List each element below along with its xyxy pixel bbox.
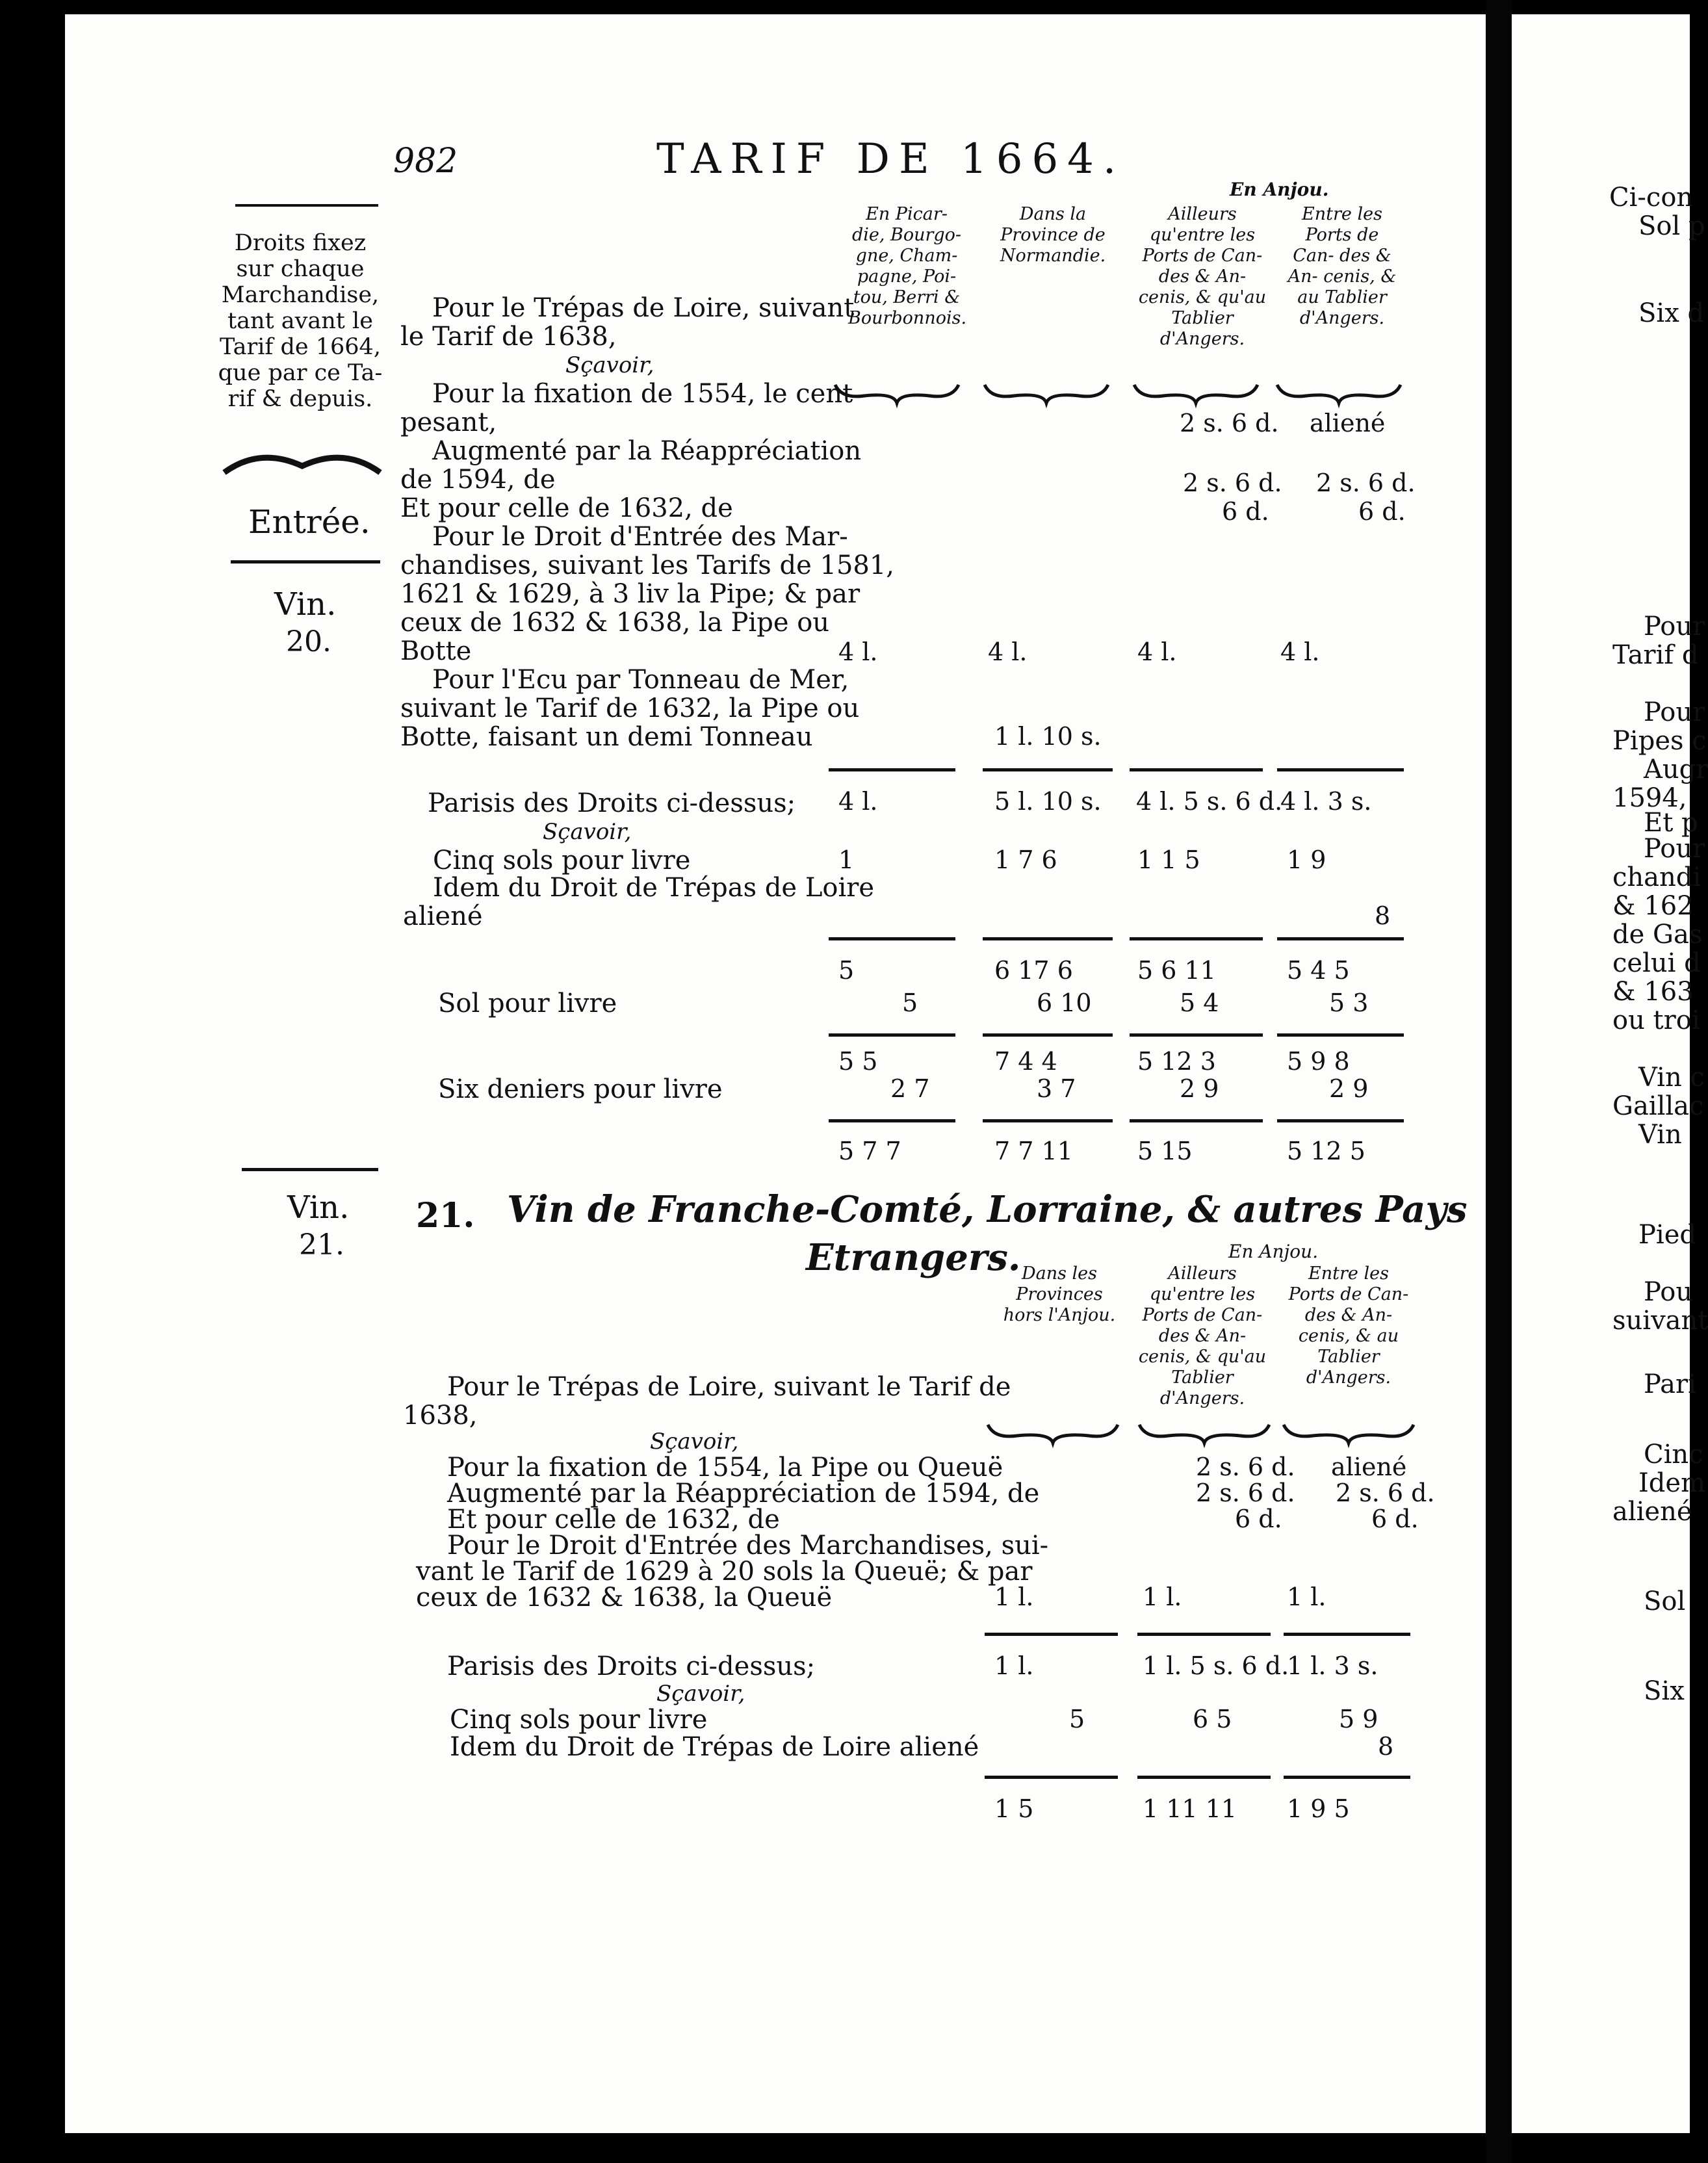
margin-vin21-num: 21. bbox=[299, 1228, 344, 1262]
s21-rule-2c bbox=[1284, 1776, 1410, 1779]
s21-cinq-c3: 5 9 bbox=[1339, 1705, 1378, 1733]
s20-rule-3d bbox=[1277, 1033, 1404, 1037]
s20-six-c4: 2 9 bbox=[1329, 1074, 1369, 1103]
s21-aug-c2: 2 s. 6 d. bbox=[1196, 1479, 1295, 1507]
s20-entree-c4: 4 l. bbox=[1280, 638, 1320, 666]
s20-rule-1a bbox=[829, 768, 955, 771]
s21-line-7: vant le Tarif de 1629 à 20 sols la Queuë; & par bbox=[416, 1557, 1033, 1587]
s20-line-0: Pour le Trépas de Loire, suivant bbox=[432, 293, 855, 323]
margin-vin21: Vin. bbox=[287, 1189, 350, 1226]
s20-line-20: aliené bbox=[403, 901, 483, 931]
s20-brace-3 bbox=[1131, 380, 1261, 406]
s21-entree-c3: 1 l. bbox=[1287, 1583, 1326, 1611]
s20-idem-c4: 8 bbox=[1375, 901, 1391, 930]
s21-line-2: Sçavoir, bbox=[650, 1429, 739, 1455]
s20-sol-c4: 5 3 bbox=[1329, 989, 1369, 1017]
s21-line-5: Et pour celle de 1632, de bbox=[447, 1505, 780, 1535]
s20-line-13: Pour l'Ecu par Tonneau de Mer, bbox=[432, 665, 849, 695]
s20-six-c2: 3 7 bbox=[1037, 1074, 1076, 1103]
s20-line-22: Six deniers pour livre bbox=[438, 1074, 723, 1104]
book-gutter bbox=[1486, 0, 1512, 2163]
s21-rule-1a bbox=[985, 1633, 1118, 1636]
s20-sub2-c3: 5 12 3 bbox=[1137, 1047, 1216, 1076]
np-line: Sol p bbox=[1638, 211, 1705, 241]
s20-c1632-c4: 6 d. bbox=[1358, 497, 1406, 526]
s20-brace-4 bbox=[1274, 380, 1404, 406]
s21-line-12: Idem du Droit de Trépas de Loire aliené bbox=[450, 1732, 979, 1762]
np-line: Six bbox=[1644, 1676, 1685, 1706]
s20-line-18: Cinq sols pour livre bbox=[433, 846, 691, 875]
s20-fix-c3: 2 s. 6 d. bbox=[1180, 409, 1279, 437]
np-line: Idem bbox=[1638, 1468, 1706, 1498]
s21-cinq-c1: 5 bbox=[1069, 1705, 1085, 1733]
s20-cinq-c4: 1 9 bbox=[1287, 846, 1326, 874]
s20-rule-1c bbox=[1130, 768, 1263, 771]
s21-rule-1c bbox=[1284, 1633, 1410, 1636]
np-line: chandi bbox=[1612, 862, 1702, 892]
np-line: Cinc bbox=[1644, 1440, 1703, 1470]
s21-line-9: Parisis des Droits ci-dessus; bbox=[447, 1651, 816, 1681]
np-line: Tarif d bbox=[1612, 640, 1699, 670]
s21-total-c2: 1 11 11 bbox=[1143, 1794, 1237, 1823]
s21-c1632-c3: 6 d. bbox=[1371, 1505, 1419, 1533]
s20-line-1: le Tarif de 1638, bbox=[400, 322, 617, 352]
s20-rule-2b bbox=[983, 937, 1113, 940]
s20-sol-c2: 6 10 bbox=[1037, 989, 1092, 1017]
np-line: Pour bbox=[1644, 697, 1705, 727]
np-line: Augr bbox=[1644, 755, 1708, 784]
s21-entree-c2: 1 l. bbox=[1143, 1583, 1182, 1611]
s20-aug-c3: 2 s. 6 d. bbox=[1183, 469, 1282, 497]
s20-total-c1: 5 7 7 bbox=[838, 1137, 901, 1165]
s20-entree-c1: 4 l. bbox=[838, 638, 878, 666]
s20-aug-c4: 2 s. 6 d. bbox=[1316, 469, 1416, 497]
np-line: & 163 bbox=[1612, 977, 1694, 1007]
s20-line-12: Botte bbox=[400, 636, 472, 666]
s20-rule-2d bbox=[1277, 937, 1404, 940]
s20-rule-1d bbox=[1277, 768, 1404, 771]
s20-total-c2: 7 7 11 bbox=[994, 1137, 1073, 1165]
s21-title-line1: Vin de Franche-Comté, Lorraine, & autres Pays bbox=[507, 1188, 1468, 1231]
s20-line-9: chandises, suivant les Tarifs de 1581, bbox=[400, 550, 894, 580]
page-number: 982 bbox=[393, 142, 458, 181]
s21-total-c1: 1 5 bbox=[994, 1794, 1034, 1823]
s20-fix-c4: aliené bbox=[1310, 409, 1386, 437]
s20-line-4: pesant, bbox=[400, 408, 497, 437]
s20-line-2: Sçavoir, bbox=[565, 352, 654, 378]
s20-sub1-c2: 6 17 6 bbox=[994, 956, 1073, 985]
s21-brace-3 bbox=[1280, 1419, 1417, 1445]
s20-entree-c3: 4 l. bbox=[1137, 638, 1177, 666]
s20-line-10: 1621 & 1629, à 3 liv la Pipe; & par bbox=[400, 579, 860, 609]
np-line: Vin bbox=[1638, 1120, 1682, 1150]
np-line: Pied bbox=[1638, 1220, 1696, 1250]
np-line: aliené bbox=[1612, 1497, 1692, 1527]
s21-brace-1 bbox=[985, 1419, 1121, 1445]
margin-vin20-num: 20. bbox=[286, 625, 331, 658]
s21-total-c3: 1 9 5 bbox=[1287, 1794, 1350, 1823]
s21-entree-c1: 1 l. bbox=[994, 1583, 1034, 1611]
s21-line-10: Sçavoir, bbox=[656, 1681, 745, 1707]
s20-total-c3: 5 15 bbox=[1137, 1137, 1193, 1165]
s21-title-num: 21. bbox=[416, 1196, 475, 1236]
s20-rule-2a bbox=[829, 937, 955, 940]
s20-en-anjou: En Anjou. bbox=[1230, 179, 1329, 200]
np-line: 1594, bbox=[1612, 783, 1687, 813]
np-line: Six d bbox=[1638, 298, 1705, 328]
np-line: de Gas bbox=[1612, 920, 1703, 950]
np-line: Vin c bbox=[1638, 1063, 1705, 1093]
np-line: Et p bbox=[1644, 808, 1698, 838]
s20-sub1-c4: 5 4 5 bbox=[1287, 956, 1350, 985]
s20-line-6: de 1594, de bbox=[400, 465, 556, 495]
margin-rule-top bbox=[235, 204, 378, 207]
s20-sol-c3: 5 4 bbox=[1180, 989, 1219, 1017]
s21-title-line2: Etrangers. bbox=[806, 1236, 1021, 1279]
s20-line-15: Botte, faisant un demi Tonneau bbox=[400, 722, 813, 752]
s20-total-c4: 5 12 5 bbox=[1287, 1137, 1365, 1165]
margin-rule-vin21 bbox=[242, 1168, 378, 1171]
s21-line-8: ceux de 1632 & 1638, la Queuë bbox=[416, 1583, 833, 1613]
s21-rule-1b bbox=[1137, 1633, 1271, 1636]
np-line: Sol bbox=[1644, 1587, 1686, 1616]
s20-cinq-c1: 1 bbox=[838, 846, 855, 874]
np-line: Ci-con bbox=[1609, 183, 1694, 213]
s20-rule-1b bbox=[983, 768, 1113, 771]
s21-fix-c3: aliené bbox=[1331, 1453, 1407, 1481]
s20-six-c1: 2 7 bbox=[890, 1074, 930, 1103]
s20-line-14: suivant le Tarif de 1632, la Pipe ou bbox=[400, 693, 860, 723]
s20-line-11: ceux de 1632 & 1638, la Pipe ou bbox=[400, 608, 830, 638]
page-title: TARIF DE 1664. bbox=[656, 135, 1126, 183]
s20-brace-2 bbox=[981, 380, 1111, 406]
s21-line-6: Pour le Droit d'Entrée des Marchandises, sui- bbox=[447, 1531, 1049, 1561]
s20-rule-3c bbox=[1130, 1033, 1263, 1037]
s20-line-19: Idem du Droit de Trépas de Loire bbox=[433, 873, 875, 903]
s21-en-anjou: En Anjou. bbox=[1228, 1241, 1319, 1262]
s21-line-11: Cinq sols pour livre bbox=[450, 1705, 708, 1735]
np-line: Pour bbox=[1644, 612, 1705, 641]
margin-rule-entree bbox=[231, 560, 380, 563]
s21-colhead-2: Ailleurs qu'entre les Ports de Can- des & An- cenis, & qu'au Tablier d'Angers. bbox=[1138, 1263, 1267, 1408]
np-line: Pou bbox=[1644, 1277, 1693, 1307]
s21-fix-c2: 2 s. 6 d. bbox=[1196, 1453, 1295, 1481]
s20-sub2-c1: 5 5 bbox=[838, 1047, 878, 1076]
s20-sub2-c2: 7 4 4 bbox=[994, 1047, 1057, 1076]
margin-vin20: Vin. bbox=[274, 586, 337, 623]
s20-colhead-4: Entre les Ports de Can- des & An- cenis, & au Tablier d'Angers. bbox=[1287, 204, 1397, 328]
np-line: Pari bbox=[1644, 1369, 1696, 1399]
np-line: Pour bbox=[1644, 834, 1705, 864]
s21-aug-c3: 2 s. 6 d. bbox=[1336, 1479, 1435, 1507]
section-entree: Entrée. bbox=[248, 503, 370, 541]
np-line: ou troi bbox=[1612, 1005, 1700, 1035]
s20-parisis-c1: 4 l. bbox=[838, 787, 878, 816]
np-line: Pipes c bbox=[1612, 726, 1707, 756]
s20-ecu-c2: 1 l. 10 s. bbox=[994, 722, 1102, 751]
s20-line-8: Pour le Droit d'Entrée des Mar- bbox=[432, 522, 848, 552]
s21-brace-2 bbox=[1136, 1419, 1273, 1445]
s20-line-3: Pour la fixation de 1554, le cent bbox=[432, 379, 853, 409]
s21-rule-2b bbox=[1137, 1776, 1271, 1779]
s20-sub2-c4: 5 9 8 bbox=[1287, 1047, 1350, 1076]
s21-colhead-3: Entre les Ports de Can- des & An- cenis, & au Tablier d'Angers. bbox=[1288, 1263, 1409, 1388]
s20-parisis-c3: 4 l. 5 s. 6 d. bbox=[1136, 787, 1283, 816]
book-page bbox=[65, 14, 1486, 2133]
s21-line-1: 1638, bbox=[403, 1401, 478, 1431]
np-line: celui d bbox=[1612, 948, 1701, 978]
np-line: & 162 bbox=[1612, 891, 1694, 921]
next-page-fragment bbox=[1512, 14, 1708, 2133]
s21-parisis-c3: 1 l. 3 s. bbox=[1287, 1651, 1378, 1680]
s21-line-3: Pour la fixation de 1554, la Pipe ou Queuë bbox=[447, 1453, 1003, 1483]
s20-sol-c1: 5 bbox=[902, 989, 918, 1017]
s20-rule-3a bbox=[829, 1033, 955, 1037]
s21-parisis-c2: 1 l. 5 s. 6 d. bbox=[1143, 1651, 1289, 1680]
s20-entree-c2: 4 l. bbox=[988, 638, 1028, 666]
np-line: suivant bbox=[1612, 1306, 1708, 1336]
s20-rule-2c bbox=[1130, 937, 1263, 940]
margin-brace bbox=[221, 450, 383, 482]
s20-line-5: Augmenté par la Réappréciation bbox=[432, 436, 862, 466]
s20-parisis-c4: 4 l. 3 s. bbox=[1280, 787, 1372, 816]
s20-rule-4a bbox=[829, 1119, 955, 1122]
s20-parisis-c2: 5 l. 10 s. bbox=[994, 787, 1102, 816]
s21-line-0: Pour le Trépas de Loire, suivant le Tarif de bbox=[447, 1372, 1011, 1402]
s20-colhead-2: Dans la Province de Normandie. bbox=[1000, 204, 1106, 266]
s20-colhead-3: Ailleurs qu'entre les Ports de Can- des & An- cenis, & qu'au Tablier d'Angers. bbox=[1138, 204, 1267, 349]
s20-sub1-c1: 5 bbox=[838, 956, 855, 985]
s20-rule-3b bbox=[983, 1033, 1113, 1037]
s20-six-c3: 2 9 bbox=[1180, 1074, 1219, 1103]
s20-line-17: Sçavoir, bbox=[543, 819, 632, 845]
s21-c1632-c2: 6 d. bbox=[1235, 1505, 1282, 1533]
s20-sub1-c3: 5 6 11 bbox=[1137, 956, 1216, 985]
s20-colhead-1: En Picar- die, Bourgo- gne, Cham- pagne, Poi- tou, Berri & Bourbonnois. bbox=[848, 204, 967, 328]
s20-line-7: Et pour celle de 1632, de bbox=[400, 493, 733, 523]
s21-idem-c3: 8 bbox=[1378, 1732, 1394, 1761]
s20-cinq-c2: 1 7 6 bbox=[994, 846, 1057, 874]
s21-line-4: Augmenté par la Réappréciation de 1594, de bbox=[447, 1479, 1040, 1509]
s20-cinq-c3: 1 1 5 bbox=[1137, 846, 1200, 874]
s20-line-21: Sol pour livre bbox=[438, 989, 617, 1018]
s21-colhead-1: Dans les Provinces hors l'Anjou. bbox=[1003, 1263, 1116, 1325]
s20-rule-4d bbox=[1277, 1119, 1404, 1122]
s21-parisis-c1: 1 l. bbox=[994, 1651, 1034, 1680]
s21-rule-2a bbox=[985, 1776, 1118, 1779]
s20-line-16: Parisis des Droits ci-dessus; bbox=[428, 788, 796, 818]
s20-rule-4c bbox=[1130, 1119, 1263, 1122]
s21-cinq-c2: 6 5 bbox=[1193, 1705, 1232, 1733]
margin-note: Droits fixez sur chaque Marchandise, tant avant le Tarif de 1664, que par ce Ta- rif & depuis. bbox=[218, 230, 383, 412]
np-line: Gaillac bbox=[1612, 1091, 1704, 1121]
s20-c1632-c3: 6 d. bbox=[1222, 497, 1269, 526]
s20-rule-4b bbox=[983, 1119, 1113, 1122]
